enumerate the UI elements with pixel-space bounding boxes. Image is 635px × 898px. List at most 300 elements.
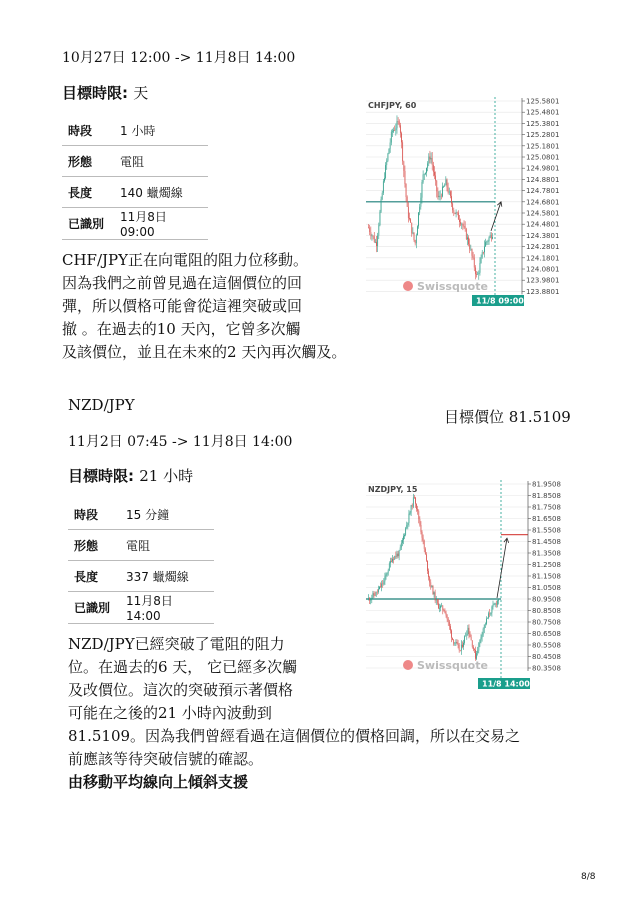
candle-body	[428, 157, 429, 164]
candle-body	[457, 642, 458, 643]
candle-body	[467, 237, 468, 239]
candle-body	[406, 525, 407, 528]
y-tick-label: 81.4508	[532, 538, 561, 546]
y-tick-label: 81.9508	[532, 480, 561, 489]
candle-body	[382, 193, 383, 199]
candle-body	[383, 581, 384, 584]
candle-body	[432, 158, 433, 165]
candle-body	[373, 593, 374, 597]
candle-body	[440, 606, 441, 608]
paragraph-line: 因為我們之前曾見過在這個價位的回	[62, 274, 303, 292]
candle-body	[403, 536, 404, 540]
candle-body	[459, 645, 460, 650]
y-tick-label: 124.4801	[526, 220, 560, 229]
candle-body	[426, 554, 427, 560]
candle-body	[443, 187, 444, 188]
y-tick-label: 124.3801	[526, 231, 560, 240]
candle-body	[392, 559, 393, 562]
candle-body	[437, 599, 438, 603]
candle-body	[406, 184, 407, 197]
candle-body	[436, 599, 437, 600]
candle-body	[498, 600, 499, 601]
candle-body	[392, 131, 393, 132]
candle-body	[495, 603, 496, 604]
candle-body	[394, 556, 395, 560]
time-tag-label: 11/8 09:00	[476, 296, 524, 306]
candle-body	[487, 241, 488, 242]
candle-body	[486, 242, 487, 243]
info-table-2	[68, 499, 214, 624]
candle-body	[398, 121, 399, 122]
table-row	[62, 177, 208, 208]
candle-body	[411, 505, 412, 512]
date-range-2: 11月2日 07:45 -> 11月8日 14:00	[68, 434, 293, 450]
candle-body	[483, 252, 484, 253]
paragraph-line: NZD/JPY已經突破了電阻的阻力	[68, 635, 285, 653]
candle-body	[481, 257, 482, 263]
candle-body	[417, 226, 418, 235]
candle-body	[434, 592, 435, 594]
candle-body	[417, 509, 418, 511]
swissquote-logo-icon	[403, 660, 413, 670]
candle-body	[490, 235, 491, 237]
candle-body	[476, 653, 477, 659]
y-tick-label: 81.2508	[532, 561, 561, 569]
candle-body	[478, 273, 479, 274]
y-tick-label: 81.0508	[532, 584, 561, 592]
y-tick-label: 80.6508	[532, 630, 561, 638]
candle-body	[379, 586, 380, 589]
candle-body	[387, 154, 388, 161]
candle-body	[460, 222, 461, 224]
candle-body	[493, 605, 494, 607]
candle-body	[384, 178, 385, 181]
candle-body	[469, 244, 470, 249]
candle-body	[375, 595, 376, 596]
pair-title: NZD/JPY	[68, 396, 135, 414]
time-tag-label: 11/8 14:00	[482, 679, 530, 689]
candle-body	[466, 634, 467, 636]
candle-body	[477, 274, 478, 275]
y-tick-label: 124.7801	[526, 187, 560, 196]
candle-body	[369, 598, 370, 600]
candle-body	[416, 235, 417, 243]
candle-body	[460, 650, 461, 651]
table-row	[68, 592, 214, 624]
candle-body	[481, 637, 482, 639]
candle-body	[376, 592, 377, 596]
candle-body	[452, 638, 453, 640]
candle-body	[398, 554, 399, 557]
table-row	[68, 561, 214, 592]
horizon-value: 21 小時	[139, 467, 194, 485]
candle-body	[482, 252, 483, 257]
paragraph-line: 及該價位，並且在未來的2 天內再次觸及。	[62, 343, 347, 361]
candle-body	[443, 610, 444, 611]
candle-body	[458, 213, 459, 220]
candle-body	[413, 497, 414, 506]
y-tick-label: 124.9801	[526, 164, 560, 173]
candle-body	[389, 563, 390, 570]
y-tick-label: 80.3508	[532, 664, 561, 673]
candle-body	[453, 640, 454, 644]
candle-body	[386, 574, 387, 576]
paragraph-line: 彈，所以價格可能會從這裡突破或回	[62, 297, 303, 315]
candle-body	[409, 514, 410, 523]
y-tick-label: 123.9801	[526, 276, 560, 285]
candle-body	[405, 171, 406, 184]
candle-body	[480, 639, 481, 643]
candle-body	[424, 541, 425, 549]
row-value: 11月8日 14:00	[120, 592, 214, 624]
row-key: 長度	[62, 177, 114, 208]
y-tick-label: 80.9508	[532, 595, 561, 604]
candle-body	[373, 236, 374, 237]
candle-body	[442, 187, 443, 197]
row-key: 長度	[68, 561, 120, 592]
candle-body	[448, 187, 449, 192]
y-tick-label: 80.7508	[532, 618, 561, 627]
y-tick-label: 81.6508	[532, 515, 561, 523]
target-horizon-1	[62, 82, 148, 103]
y-tick-label: 80.5508	[532, 641, 561, 650]
candle-body	[397, 554, 398, 557]
candle-body	[471, 637, 472, 640]
candle-body	[455, 213, 456, 214]
candle-body	[412, 233, 413, 234]
candle-body	[496, 603, 497, 604]
candle-body	[381, 199, 382, 211]
candle-body	[374, 593, 375, 595]
candle-body	[464, 226, 465, 227]
y-tick-label: 81.8508	[532, 492, 561, 500]
candle-body	[407, 197, 408, 207]
candle-body	[430, 157, 431, 160]
candle-body	[395, 128, 396, 130]
nzdjpy-chart	[362, 478, 582, 692]
chart-symbol-label: NZDJPY, 15	[368, 485, 418, 494]
candle-body	[440, 196, 441, 197]
candle-body	[399, 121, 400, 125]
candle-body	[403, 161, 404, 171]
candle-body	[457, 212, 458, 213]
candle-body	[482, 635, 483, 638]
candle-body	[378, 225, 379, 235]
paragraph-line: 及改價位。這次的突破預示著價格	[68, 681, 294, 699]
candle-body	[474, 649, 475, 650]
candle-body	[385, 576, 386, 581]
candle-body	[489, 613, 490, 614]
row-key: 形態	[62, 146, 114, 177]
candle-body	[453, 210, 454, 213]
y-tick-label: 81.5508	[532, 526, 561, 535]
candle-body	[390, 143, 391, 149]
candle-body	[494, 604, 495, 605]
y-tick-label: 81.1508	[532, 572, 561, 581]
candle-body	[478, 643, 479, 651]
candle-body	[401, 543, 402, 548]
info-table-1	[62, 115, 208, 240]
candle-body	[371, 598, 372, 600]
candle-body	[454, 643, 455, 644]
candle-body	[378, 589, 379, 592]
horizon-label: 目標時限:	[68, 467, 134, 485]
candle-body	[421, 525, 422, 532]
candle-body	[415, 498, 416, 504]
candle-body	[401, 133, 402, 142]
candle-body	[497, 601, 498, 605]
candle-body	[484, 246, 485, 252]
candle-body	[442, 605, 443, 610]
watermark	[403, 280, 488, 293]
candle-body	[476, 274, 477, 275]
candle-body	[444, 185, 445, 186]
row-value: 337 蠟燭線	[120, 561, 214, 592]
chart-candles	[368, 494, 499, 661]
candle-body	[377, 236, 378, 246]
table-row	[68, 499, 214, 530]
candle-body	[389, 149, 390, 154]
candle-body	[430, 582, 431, 587]
paragraph-1	[62, 249, 402, 364]
target-price: 目標價位 81.5109	[444, 408, 571, 426]
candle-body	[400, 125, 401, 133]
candle-body	[446, 613, 447, 616]
candle-body	[423, 538, 424, 541]
candle-body	[480, 263, 481, 273]
candle-body	[427, 163, 428, 167]
candle-body	[447, 615, 448, 619]
table-row	[62, 146, 208, 177]
candle-body	[387, 573, 388, 574]
candle-body	[410, 512, 411, 513]
candle-body	[380, 586, 381, 587]
candle-body	[475, 268, 476, 275]
candle-body	[447, 179, 448, 187]
candle-body	[470, 634, 471, 637]
candle-body	[475, 650, 476, 659]
candle-body	[380, 212, 381, 226]
y-tick-label: 124.6801	[526, 198, 560, 207]
candle-body	[390, 561, 391, 563]
candle-body	[472, 249, 473, 256]
candle-body	[449, 191, 450, 192]
forecast-arrow	[491, 202, 501, 231]
candle-body	[368, 228, 369, 229]
y-tick-label: 81.7508	[532, 503, 561, 512]
candle-body	[375, 242, 376, 243]
candle-body	[455, 642, 456, 643]
candle-body	[370, 599, 371, 600]
candle-body	[422, 532, 423, 538]
candle-body	[439, 608, 440, 609]
candle-body	[408, 207, 409, 218]
candle-body	[397, 121, 398, 128]
candle-body	[422, 182, 423, 198]
row-value: 11月8日 09:00	[114, 208, 208, 240]
paragraph-line: 81.5109。因為我們曾經看過在這個價位的價格回調，所以在交易之	[68, 727, 521, 745]
candle-body	[487, 618, 488, 619]
row-key: 時段	[68, 499, 120, 530]
candle-body	[439, 196, 440, 197]
candle-body	[449, 622, 450, 627]
horizon-label: 目標時限:	[62, 84, 128, 102]
candle-body	[372, 236, 373, 237]
candle-body	[431, 158, 432, 159]
candle-body	[473, 647, 474, 649]
candle-body	[405, 528, 406, 535]
candle-body	[431, 586, 432, 587]
candle-body	[485, 242, 486, 246]
candle-body	[391, 132, 392, 143]
row-value: 140 蠟燭線	[114, 177, 208, 208]
chart-grid	[366, 97, 522, 296]
candle-body	[425, 549, 426, 555]
candle-body	[383, 181, 384, 193]
chart-y-axis	[528, 481, 561, 673]
paragraph-line: 撤 。在過去的10 天內，它曾多次觸	[62, 320, 301, 338]
candle-body	[465, 636, 466, 637]
candle-body	[450, 626, 451, 630]
candle-body	[438, 603, 439, 608]
candle-body	[441, 196, 442, 197]
candle-body	[451, 196, 452, 203]
y-tick-label: 125.4801	[526, 108, 560, 117]
y-tick-label: 123.8801	[526, 287, 560, 296]
candle-body	[402, 540, 403, 543]
row-value: 電阻	[114, 146, 208, 177]
row-key: 時段	[62, 115, 114, 146]
candle-body	[415, 240, 416, 243]
candle-body	[420, 198, 421, 207]
candle-body	[418, 511, 419, 519]
bold-note: 由移動平均線向上傾斜支援	[68, 773, 249, 791]
candle-body	[399, 550, 400, 556]
table-row	[62, 208, 208, 240]
y-tick-label: 124.0801	[526, 265, 560, 274]
candle-body	[466, 229, 467, 239]
candle-body	[473, 256, 474, 258]
candle-body	[441, 605, 442, 606]
candle-body	[410, 219, 411, 223]
candle-body	[427, 561, 428, 571]
candle-body	[445, 611, 446, 613]
candle-body	[393, 130, 394, 131]
candle-body	[414, 233, 415, 241]
candle-body	[433, 586, 434, 594]
candle-body	[409, 218, 410, 219]
candle-body	[368, 598, 369, 599]
candle-body	[394, 130, 395, 131]
candle-body	[412, 505, 413, 506]
candle-body	[468, 628, 469, 634]
page-number: 8/8	[581, 872, 596, 882]
y-tick-label: 80.8508	[532, 607, 561, 615]
candle-body	[435, 176, 436, 181]
candle-body	[423, 174, 424, 182]
candle-body	[435, 592, 436, 600]
y-tick-label: 125.2801	[526, 131, 560, 140]
paragraph-line: 前應該等待突破信號的確認。	[68, 750, 264, 768]
candle-body	[484, 624, 485, 628]
candle-body	[492, 237, 493, 239]
paragraph-line: CHF/JPY正在向電阻的阻力位移動。	[62, 251, 309, 269]
candle-body	[489, 238, 490, 242]
candle-body	[393, 559, 394, 560]
candle-body	[485, 624, 486, 625]
candle-body	[486, 619, 487, 624]
candle-body	[461, 645, 462, 651]
table-row	[62, 115, 208, 146]
candle-body	[472, 640, 473, 647]
candle-body	[463, 643, 464, 647]
y-tick-label: 125.5801	[526, 97, 560, 106]
candle-body	[477, 651, 478, 654]
candle-body	[400, 547, 401, 550]
candle-body	[418, 213, 419, 227]
y-tick-label: 125.1801	[526, 142, 560, 151]
candle-body	[459, 220, 460, 222]
watermark	[403, 659, 488, 672]
candle-body	[461, 224, 462, 225]
candle-body	[451, 630, 452, 637]
candle-body	[450, 191, 451, 196]
candle-body	[385, 165, 386, 178]
forecast-arrow	[497, 538, 507, 598]
candle-body	[492, 607, 493, 613]
candle-body	[462, 645, 463, 647]
paragraph-line: 可能在之後的21 小時內波動到	[68, 704, 272, 722]
watermark-text: Swissquote	[417, 280, 488, 293]
candle-body	[458, 643, 459, 645]
candle-body	[490, 613, 491, 615]
row-value: 15 分鐘	[120, 499, 214, 530]
candle-body	[429, 577, 430, 582]
candle-body	[404, 535, 405, 536]
chfjpy-chart	[362, 96, 582, 308]
candle-body	[437, 191, 438, 197]
row-key: 形態	[68, 530, 120, 561]
swissquote-logo-icon	[403, 281, 413, 291]
candle-body	[388, 570, 389, 573]
chart-y-axis	[522, 98, 559, 296]
y-tick-label: 125.3801	[526, 119, 560, 128]
candle-body	[445, 179, 446, 185]
candle-body	[474, 258, 475, 268]
watermark-text: Swissquote	[417, 659, 488, 672]
y-tick-label: 124.8801	[526, 175, 560, 184]
candle-body	[395, 556, 396, 557]
candle-body	[470, 249, 471, 250]
paragraph-line: 位。在過去的6 天， 它已經多次觸	[68, 658, 298, 676]
candle-body	[491, 235, 492, 239]
candle-body	[488, 613, 489, 617]
row-key: 已識別	[62, 208, 114, 240]
candle-body	[464, 636, 465, 643]
candle-body	[374, 236, 375, 242]
candle-body	[391, 561, 392, 562]
chart-candles	[368, 115, 493, 279]
candle-body	[433, 165, 434, 172]
y-tick-label: 124.5801	[526, 209, 560, 218]
candle-body	[434, 172, 435, 176]
candle-body	[369, 228, 370, 232]
candle-body	[381, 584, 382, 588]
y-tick-label: 125.0801	[526, 153, 560, 162]
candle-body	[436, 181, 437, 192]
candle-body	[419, 519, 420, 525]
horizon-value: 天	[133, 84, 149, 102]
